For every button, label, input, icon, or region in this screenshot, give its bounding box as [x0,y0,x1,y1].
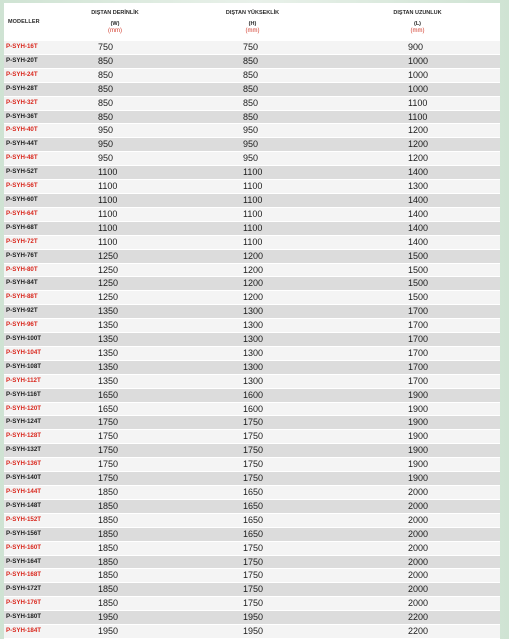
model-cell: P-SYH-44T [4,138,60,152]
depth-cell: 1100 [60,193,170,207]
height-cell: 1750 [170,597,335,611]
length-cell: 2000 [335,499,500,513]
header-depth-title: DIŞTAN DERİNLİK [91,10,139,16]
height-cell: 1650 [170,527,335,541]
header-depth-unit: (mm) [108,28,122,34]
depth-cell: 1250 [60,291,170,305]
depth-cell: 1850 [60,541,170,555]
table-row [4,569,500,583]
header-depth [60,3,170,41]
model-cell: P-SYH-168T [4,569,60,583]
model-cell: P-SYH-124T [4,416,60,430]
model-cell: P-SYH-56T [4,180,60,194]
depth-cell: 1350 [60,374,170,388]
table-row [4,291,500,305]
depth-cell: 1100 [60,207,170,221]
header-height [170,3,335,41]
depth-cell: 850 [60,110,170,124]
table-row [4,68,500,82]
table-row [4,360,500,374]
model-cell: P-SYH-48T [4,152,60,166]
length-cell: 1500 [335,263,500,277]
table-row [4,458,500,472]
depth-cell: 1750 [60,416,170,430]
height-cell: 1750 [170,583,335,597]
table-row [4,541,500,555]
model-cell: P-SYH-120T [4,402,60,416]
depth-cell: 1750 [60,472,170,486]
height-cell: 1300 [170,319,335,333]
depth-cell: 950 [60,138,170,152]
model-cell: P-SYH-96T [4,319,60,333]
model-cell: P-SYH-76T [4,249,60,263]
length-cell: 2000 [335,583,500,597]
depth-cell: 950 [60,152,170,166]
depth-cell: 1850 [60,513,170,527]
header-models: MODELLER [8,19,40,25]
length-cell: 1400 [335,235,500,249]
height-cell: 1750 [170,458,335,472]
height-cell: 1650 [170,513,335,527]
length-cell: 1900 [335,444,500,458]
length-cell: 2000 [335,555,500,569]
height-cell: 1100 [170,166,335,180]
table-row [4,555,500,569]
header-depth-symbol: (W) [110,21,120,27]
table-row [4,235,500,249]
height-cell: 950 [170,124,335,138]
length-cell: 1700 [335,319,500,333]
length-cell: 1500 [335,291,500,305]
length-cell: 1400 [335,193,500,207]
table-body [4,41,500,638]
depth-cell: 850 [60,96,170,110]
model-cell: P-SYH-68T [4,221,60,235]
length-cell: 2200 [335,611,500,625]
table-row [4,430,500,444]
table-row [4,41,500,54]
height-cell: 1100 [170,180,335,194]
model-cell: P-SYH-140T [4,472,60,486]
height-cell: 1750 [170,472,335,486]
model-cell: P-SYH-104T [4,346,60,360]
depth-cell: 850 [60,54,170,68]
height-cell: 1200 [170,263,335,277]
length-cell: 1400 [335,221,500,235]
depth-cell: 950 [60,124,170,138]
height-cell: 950 [170,138,335,152]
length-cell: 1100 [335,96,500,110]
model-cell: P-SYH-112T [4,374,60,388]
height-cell: 1750 [170,444,335,458]
table-row [4,152,500,166]
height-cell: 1100 [170,193,335,207]
dimensions-table [4,3,500,639]
height-cell: 750 [170,41,335,54]
height-cell: 1300 [170,333,335,347]
depth-cell: 1850 [60,527,170,541]
depth-cell: 1350 [60,319,170,333]
table-row [4,513,500,527]
depth-cell: 1100 [60,221,170,235]
model-cell: P-SYH-180T [4,611,60,625]
height-cell: 1100 [170,221,335,235]
height-cell: 850 [170,96,335,110]
height-cell: 1200 [170,277,335,291]
table-row [4,527,500,541]
model-cell: P-SYH-136T [4,458,60,472]
depth-cell: 750 [60,41,170,54]
model-cell: P-SYH-36T [4,110,60,124]
table-row [4,444,500,458]
header-length-unit: (mm) [410,28,425,34]
table-row [4,138,500,152]
header-height-symbol: (H) [248,21,257,27]
table-row [4,277,500,291]
length-cell: 2000 [335,527,500,541]
table-row [4,96,500,110]
depth-cell: 1850 [60,555,170,569]
length-cell: 1000 [335,68,500,82]
height-cell: 1750 [170,541,335,555]
model-cell: P-SYH-132T [4,444,60,458]
model-cell: P-SYH-64T [4,207,60,221]
table-header-row [4,3,500,41]
table-row [4,346,500,360]
model-cell: P-SYH-32T [4,96,60,110]
table-row [4,221,500,235]
model-cell: P-SYH-160T [4,541,60,555]
height-cell: 850 [170,82,335,96]
header-height-title: DIŞTAN YÜKSEKLİK [225,10,280,16]
height-cell: 850 [170,68,335,82]
model-cell: P-SYH-16T [4,41,60,54]
header-length [335,3,500,41]
depth-cell: 1950 [60,611,170,625]
model-cell: P-SYH-20T [4,54,60,68]
depth-cell: 1750 [60,430,170,444]
height-cell: 1750 [170,416,335,430]
table-row [4,625,500,639]
model-cell: P-SYH-148T [4,499,60,513]
length-cell: 1900 [335,416,500,430]
model-cell: P-SYH-60T [4,193,60,207]
depth-cell: 1750 [60,458,170,472]
length-cell: 1200 [335,124,500,138]
length-cell: 1400 [335,207,500,221]
depth-cell: 1250 [60,277,170,291]
height-cell: 1200 [170,291,335,305]
length-cell: 1200 [335,152,500,166]
model-cell: P-SYH-24T [4,68,60,82]
model-cell: P-SYH-176T [4,597,60,611]
model-cell: P-SYH-172T [4,583,60,597]
height-cell: 1200 [170,249,335,263]
depth-cell: 1850 [60,583,170,597]
table-row [4,305,500,319]
table-row [4,597,500,611]
table-row [4,388,500,402]
depth-cell: 1350 [60,346,170,360]
depth-cell: 1850 [60,499,170,513]
table-row [4,193,500,207]
length-cell: 1100 [335,110,500,124]
length-cell: 1000 [335,54,500,68]
table-row [4,110,500,124]
table-row [4,124,500,138]
length-cell: 2000 [335,541,500,555]
model-cell: P-SYH-84T [4,277,60,291]
height-cell: 1100 [170,235,335,249]
length-cell: 1500 [335,249,500,263]
length-cell: 1700 [335,333,500,347]
length-cell: 1900 [335,430,500,444]
model-cell: P-SYH-100T [4,333,60,347]
model-cell: P-SYH-152T [4,513,60,527]
length-cell: 1300 [335,180,500,194]
model-cell: P-SYH-72T [4,235,60,249]
length-cell: 1700 [335,374,500,388]
model-cell: P-SYH-144T [4,486,60,500]
model-cell: P-SYH-128T [4,430,60,444]
length-cell: 900 [335,41,500,54]
depth-cell: 1650 [60,388,170,402]
table-row [4,263,500,277]
length-cell: 1000 [335,82,500,96]
height-cell: 1300 [170,305,335,319]
depth-cell: 850 [60,68,170,82]
header-length-symbol: (L) [413,21,422,27]
table-row [4,180,500,194]
length-cell: 1900 [335,472,500,486]
height-cell: 1600 [170,388,335,402]
model-cell: P-SYH-40T [4,124,60,138]
height-cell: 1750 [170,555,335,569]
depth-cell: 1850 [60,597,170,611]
length-cell: 2000 [335,513,500,527]
height-cell: 1950 [170,611,335,625]
height-cell: 1750 [170,430,335,444]
height-cell: 1300 [170,360,335,374]
table-row [4,249,500,263]
table-row [4,583,500,597]
length-cell: 2000 [335,569,500,583]
table-row [4,319,500,333]
height-cell: 950 [170,152,335,166]
length-cell: 1700 [335,346,500,360]
model-cell: P-SYH-116T [4,388,60,402]
model-cell: P-SYH-156T [4,527,60,541]
table-row [4,333,500,347]
length-cell: 1700 [335,360,500,374]
height-cell: 1750 [170,569,335,583]
height-cell: 1300 [170,374,335,388]
model-cell: P-SYH-108T [4,360,60,374]
depth-cell: 1850 [60,569,170,583]
depth-cell: 1350 [60,333,170,347]
model-cell: P-SYH-52T [4,166,60,180]
length-cell: 1900 [335,402,500,416]
table-row [4,611,500,625]
header-length-title: DIŞTAN UZUNLUK [393,10,442,16]
depth-cell: 1100 [60,235,170,249]
table-row [4,166,500,180]
table-row [4,207,500,221]
height-cell: 1300 [170,346,335,360]
model-cell: P-SYH-92T [4,305,60,319]
length-cell: 2000 [335,486,500,500]
depth-cell: 1950 [60,625,170,639]
depth-cell: 1750 [60,444,170,458]
depth-cell: 1850 [60,486,170,500]
height-cell: 850 [170,110,335,124]
depth-cell: 1350 [60,360,170,374]
table-row [4,402,500,416]
depth-cell: 1250 [60,263,170,277]
height-cell: 1100 [170,207,335,221]
model-cell: P-SYH-28T [4,82,60,96]
height-cell: 1650 [170,499,335,513]
model-cell: P-SYH-164T [4,555,60,569]
table-row [4,499,500,513]
table-row [4,82,500,96]
length-cell: 2000 [335,597,500,611]
length-cell: 1900 [335,388,500,402]
depth-cell: 1100 [60,166,170,180]
model-cell: P-SYH-80T [4,263,60,277]
table-row [4,486,500,500]
length-cell: 1200 [335,138,500,152]
depth-cell: 1650 [60,402,170,416]
table-row [4,472,500,486]
header-height-unit: (mm) [245,28,260,34]
model-cell: P-SYH-88T [4,291,60,305]
length-cell: 1400 [335,166,500,180]
model-cell: P-SYH-184T [4,625,60,639]
height-cell: 850 [170,54,335,68]
length-cell: 2200 [335,625,500,639]
length-cell: 1900 [335,458,500,472]
length-cell: 1700 [335,305,500,319]
table-row [4,416,500,430]
height-cell: 1600 [170,402,335,416]
depth-cell: 850 [60,82,170,96]
depth-cell: 1100 [60,180,170,194]
length-cell: 1500 [335,277,500,291]
spec-sheet [4,3,500,637]
height-cell: 1650 [170,486,335,500]
height-cell: 1950 [170,625,335,639]
depth-cell: 1250 [60,249,170,263]
table-row [4,54,500,68]
depth-cell: 1350 [60,305,170,319]
table-row [4,374,500,388]
